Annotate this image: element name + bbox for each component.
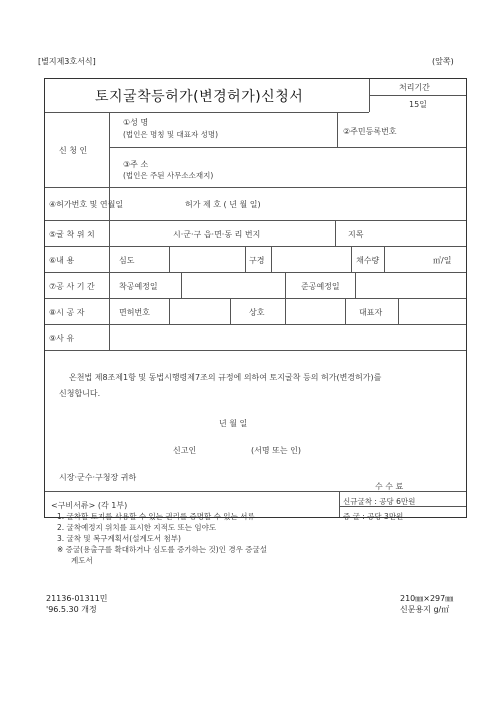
lot-label: 지목 bbox=[348, 230, 364, 239]
rrn-label: ②주민등록번호 bbox=[343, 127, 397, 136]
period-label: ⑦공 사 기 간 bbox=[49, 282, 95, 291]
document-item: 1. 굴착할 토지를 사용할 수 있는 권리를 증명할 수 있는 서류 bbox=[57, 512, 255, 521]
fee-header: 수 수 료 bbox=[375, 482, 404, 491]
fee-extra: 증 굴 : 공당 3만원 bbox=[343, 512, 404, 521]
footer-size: 210㎜×297㎜ bbox=[400, 594, 454, 603]
end-label: 준공예정일 bbox=[301, 282, 340, 291]
name-sub: (법인은 명칭 및 대표자 성명) bbox=[123, 130, 219, 139]
document-item: 2. 굴착예정지 위치를 표시한 지적도 또는 임야도 bbox=[57, 523, 217, 532]
permit-text: 허가 제 호 ( 년 월 일) bbox=[185, 200, 261, 209]
license-label: 면허번호 bbox=[119, 308, 150, 317]
document-note: ※ 증굴(용출구를 확대하거나 심도를 증가하는 것)인 경우 증굴설 bbox=[57, 545, 267, 554]
company-label: 상호 bbox=[249, 308, 265, 317]
amount-label: 채수량 bbox=[356, 256, 380, 265]
location-text: 시·군·구 읍·면·동 리 번지 bbox=[173, 230, 261, 239]
form-code: [별지제3호서식] bbox=[38, 57, 96, 66]
applicant-sign-label: 신고인 bbox=[173, 446, 197, 455]
contractor-label: ⑧시 공 자 bbox=[49, 308, 85, 317]
reason-label: ⑨사 유 bbox=[49, 334, 75, 343]
document-item: 3. 굴착 및 복구계획서(설계도서 첨부) bbox=[57, 534, 181, 543]
footer-paper: 신문용지 g/㎡ bbox=[400, 605, 450, 614]
address-sub: (법인은 주된 사무소소재지) bbox=[123, 171, 214, 180]
ceo-label: 대표자 bbox=[359, 308, 383, 317]
footer-date: '96.5.30 개정 bbox=[46, 605, 97, 614]
processing-value: 15일 bbox=[409, 100, 427, 109]
name-label: ①성 명 bbox=[123, 118, 149, 127]
address-label: ③주 소 bbox=[123, 160, 149, 169]
location-label: ⑤굴 착 위 치 bbox=[49, 230, 95, 239]
depth-label: 심도 bbox=[119, 256, 135, 265]
form-title: 토지굴착등허가(변경허가)신청서 bbox=[95, 89, 304, 105]
statement-line1: 온천법 제8조제1항 및 동법시행령제7조의 규정에 의하여 토지굴착 등의 허가(변경허가)를 bbox=[69, 373, 382, 382]
diameter-label: 구경 bbox=[249, 256, 265, 265]
amount-unit: ㎥/일 bbox=[433, 256, 452, 265]
start-label: 착공예정일 bbox=[119, 282, 158, 291]
applicant-label: 신 청 인 bbox=[59, 146, 88, 155]
sign-hint: (서명 또는 인) bbox=[251, 446, 301, 455]
fee-new: 신규굴착 : 공당 6만원 bbox=[343, 497, 416, 506]
application-form bbox=[44, 78, 467, 565]
statement-line2: 신청합니다. bbox=[59, 389, 101, 398]
permit-label: ④허가번호 및 연월일 bbox=[49, 200, 124, 209]
statement-date: 년 월 일 bbox=[219, 419, 248, 428]
content-label: ⑥내 용 bbox=[49, 256, 75, 265]
recipient: 시장·군수·구청장 귀하 bbox=[59, 473, 137, 482]
page-side: (앞쪽) bbox=[432, 57, 454, 66]
documents-header: <구비서류> (각 1부) bbox=[51, 501, 128, 510]
document-note-cont: 계도서 bbox=[71, 556, 93, 565]
footer-code: 21136-01311민 bbox=[46, 594, 108, 603]
processing-label: 처리기간 bbox=[399, 83, 430, 92]
